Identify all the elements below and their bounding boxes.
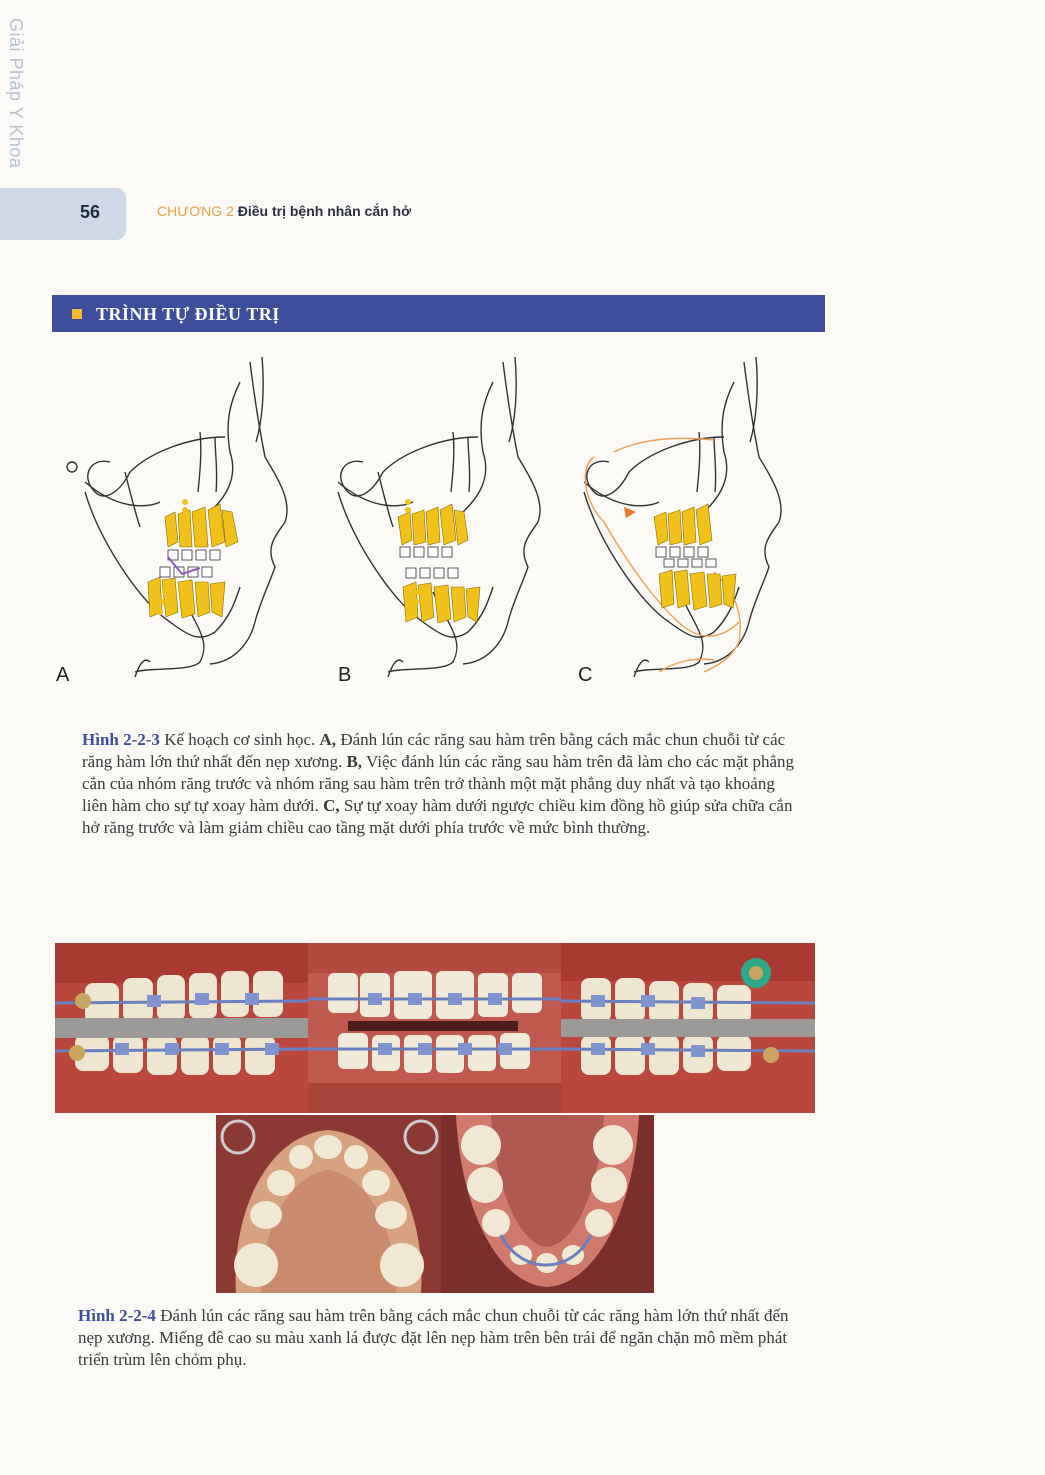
caption-part-marker: A,	[319, 730, 337, 749]
section-heading-bar	[52, 295, 825, 332]
page-tab	[0, 188, 126, 240]
caption-text: Sự tự xoay hàm dưới ngược chiều kim đồng hồ giúp sửa chữa cắn hở răng trước và làm giảm chiều cao tầng mặt dưới phía trước về mức bình thường.	[82, 796, 793, 837]
panel-label-c: C	[578, 664, 593, 686]
chapter-label: CHƯƠNG 2	[157, 203, 234, 219]
intraoral-photo-frontal	[308, 943, 561, 1113]
watermark	[0, 0, 30, 180]
tracing-panel-c	[564, 342, 820, 692]
page-number: 56	[80, 202, 101, 222]
running-head	[157, 203, 411, 219]
caption-text: Việc đánh lún các răng sau hàm trên đã làm cho các mặt phẳng cắn của nhóm răng trước và nhóm răng sau hàm trên trở thành một mặt phẳng duy nhất và tạo khoảng liên hàm cho sự tự xoay hàm dưới.	[82, 752, 795, 815]
figure-label: Hình 2-2-4	[78, 1306, 156, 1325]
section-square-icon	[72, 309, 82, 319]
ceph-tracing-a	[50, 342, 306, 692]
watermark-text: Giải Pháp Y Khoa	[6, 18, 26, 169]
caption-text: Đánh lún các răng sau hàm trên bằng cách mắc chun chuỗi từ các răng hàm lớn thứ nhất đến nẹp xương. Miếng đê cao su màu xanh lá được đặt lên nẹp hàm trên bên trái để ngăn chặn mô mềm phát triển trùm lên chỏm phụ.	[78, 1306, 789, 1369]
caption-figure-2-2-4	[78, 1305, 800, 1371]
chapter-title: Điều trị bệnh nhân cắn hở	[237, 203, 412, 219]
section-title: TRÌNH TỰ ĐIỀU TRỊ	[96, 304, 280, 324]
tracing-panel-a	[50, 342, 306, 692]
ceph-tracing-c	[564, 342, 820, 692]
caption-text: Đánh lún các răng sau hàm trên bằng cách mắc chun chuỗi từ các răng hàm lớn thứ nhất đến nẹp xương.	[82, 730, 786, 771]
panel-label-a: A	[56, 664, 70, 686]
figure-label: Hình 2-2-3	[82, 730, 160, 749]
caption-part-marker: C,	[323, 796, 340, 815]
panel-label-b: B	[338, 664, 352, 686]
caption-part-marker: B,	[346, 752, 363, 771]
occlusal-photo-lower	[441, 1115, 654, 1293]
ceph-tracing-b	[308, 342, 564, 692]
intraoral-photo-left	[561, 943, 815, 1113]
tracing-panel-b	[308, 342, 564, 692]
intraoral-photo-right	[55, 943, 308, 1113]
caption-figure-2-2-3	[82, 729, 797, 839]
caption-text: Kế hoạch cơ sinh học.	[159, 730, 320, 749]
figure-2-2-3	[50, 342, 820, 692]
occlusal-photo-upper	[216, 1115, 441, 1293]
